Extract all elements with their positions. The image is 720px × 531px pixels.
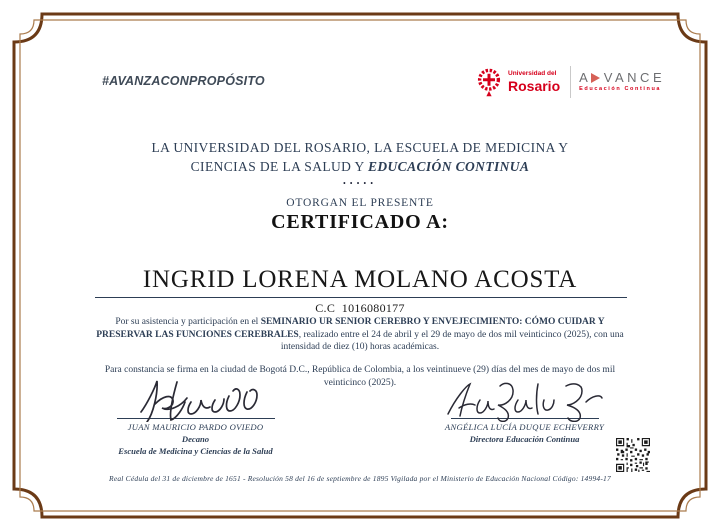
advance-subtitle: Educación Continua bbox=[579, 86, 662, 93]
rosario-line2: Rosario bbox=[508, 77, 561, 94]
rosario-wordmark bbox=[508, 71, 560, 93]
dean-name: JUAN MAURICIO PARDO OVIEDO bbox=[127, 422, 264, 432]
recipient-id bbox=[0, 301, 720, 316]
id-number: 1016080177 bbox=[341, 301, 405, 315]
p1-after: , realizado entre el 24 de abril y el 29 de mayo de dos mil veinticinco (2025), con una intensidad de diez (10) horas académicas. bbox=[280, 329, 624, 353]
id-label: C.C bbox=[315, 301, 336, 315]
director-name: ANGÉLICA LUCÍA DUQUE ECHEVERRY bbox=[444, 422, 605, 432]
rosario-crest-icon bbox=[474, 62, 504, 102]
dean-org: Escuela de Medicina y Ciencias de la Salud bbox=[118, 446, 273, 456]
advance-letters: VANCE bbox=[603, 70, 666, 86]
logo-divider bbox=[570, 66, 571, 98]
advance-play-icon bbox=[591, 73, 600, 83]
hashtag-prefix: #AVANZACON bbox=[102, 74, 189, 88]
signature-block-director bbox=[422, 378, 627, 444]
campaign-hashtag bbox=[102, 74, 265, 88]
rosario-line1: Universidad del bbox=[508, 70, 557, 78]
advance-wordmark bbox=[579, 71, 665, 84]
advance-letter-a: A bbox=[579, 70, 592, 86]
issuer-title-line1: LA UNIVERSIDAD DEL ROSARIO, LA ESCUELA DE MEDICINA Y bbox=[151, 140, 569, 155]
legal-footer: Real Cédula del 31 de diciembre de 1651 - Resolución 58 del 16 de septiembre de 1895 Vigilada por el Ministerio de Educación Nacional Código: 14994-17 bbox=[109, 474, 611, 483]
issuer-title-line2-emphasis: EDUCACIÓN CONTINUA bbox=[367, 158, 530, 174]
presents-line: OTORGAN EL PRESENTE bbox=[286, 197, 434, 209]
p1-seminar-name: SEMINARIO UR SENIOR CEREBRO Y ENVEJECIMIENTO: CÓMO CUIDAR Y PRESERVAR LAS FUNCIONES CEREBRALES bbox=[96, 317, 605, 340]
issuer-title-line2-prefix: CIENCIAS DE LA SALUD Y bbox=[190, 158, 368, 174]
advance-logo bbox=[579, 71, 665, 93]
recipient-name: INGRID LORENA MOLANO ACOSTA bbox=[142, 266, 578, 293]
recipient-name-underline bbox=[95, 297, 627, 298]
dean-signature-line bbox=[117, 418, 275, 419]
dean-signature-icon bbox=[111, 378, 281, 422]
certify-heading: CERTIFICADO A: bbox=[271, 211, 449, 233]
p1-before: Por su asistencia y participación en el bbox=[115, 317, 261, 327]
logo-row bbox=[474, 61, 666, 103]
body-paragraph-2: Para constancia se firma en la ciudad de Bogotá D.C., República de Colombia, a los veintinueve (29) días del mes de mayo de dos mil veinticinco (2025). bbox=[104, 365, 616, 388]
signature-block-dean bbox=[88, 378, 303, 456]
director-signature-line bbox=[451, 418, 599, 419]
qr-code bbox=[616, 438, 650, 472]
issuer-title-line2 bbox=[0, 158, 720, 177]
director-title: Directora Educación Continua bbox=[469, 434, 580, 444]
dean-title: Decano bbox=[181, 434, 210, 444]
body-paragraph-1 bbox=[90, 316, 630, 354]
dot-separator: ••••• bbox=[342, 179, 377, 188]
director-signature-icon bbox=[440, 378, 610, 422]
hashtag-bold: PROPÓSITO bbox=[188, 74, 265, 88]
issuer-title bbox=[0, 139, 720, 177]
